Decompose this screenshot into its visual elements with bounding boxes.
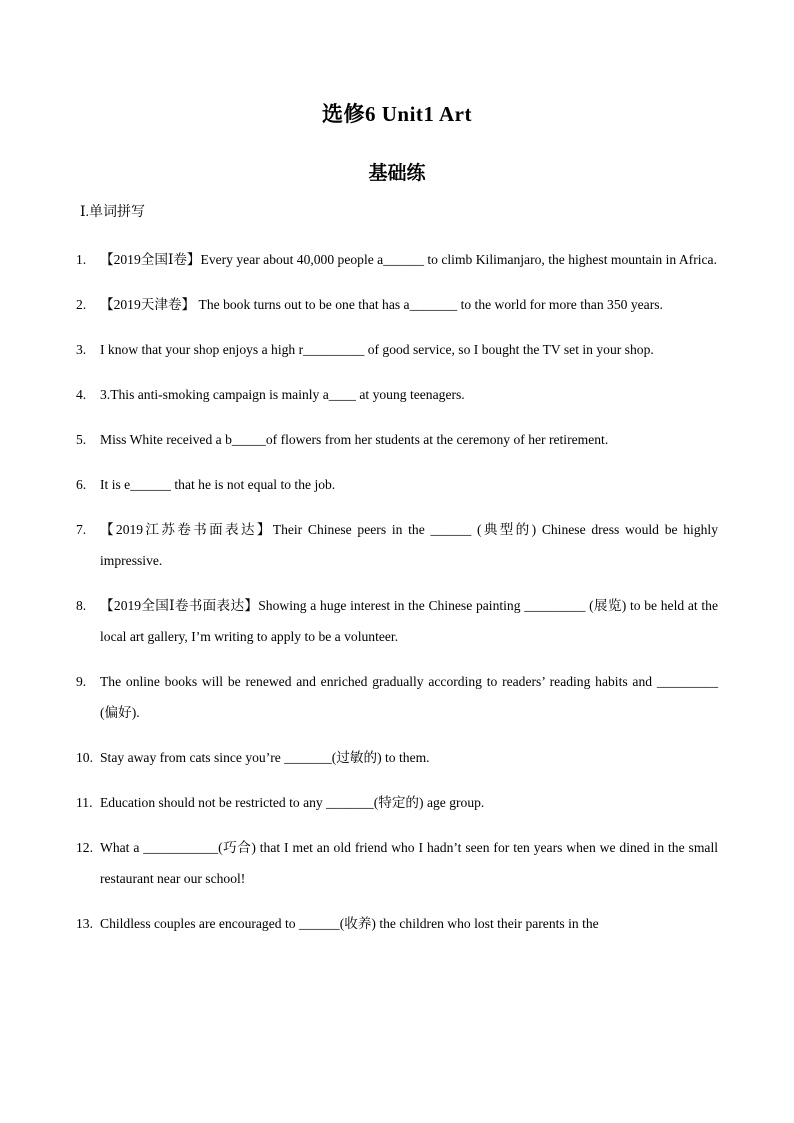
section-heading: Ⅰ.单词拼写 [80,205,146,220]
question-text: 【2019天津卷】 The book turns out to be one that has a_______ to the world for more than 350 years. [100,297,663,312]
question-item [76,514,718,576]
question-list [76,244,718,953]
question-number: 3. [76,342,87,357]
question-text: I know that your shop enjoys a high r_________ of good service, so I bought the TV set in your shop. [100,342,654,357]
question-text: Miss White received a b_____of flowers from her students at the ceremony of her retirement. [100,432,609,447]
question-item [76,244,718,275]
question-number: 9. [76,674,87,689]
question-text: 【2019江苏卷书面表达】Their Chinese peers in the ______ (典型的) Chinese dress would be highly impressive. [100,522,718,568]
question-item [76,666,718,728]
question-item [76,424,718,455]
question-item [76,908,718,939]
question-number: 1. [76,252,87,267]
question-text: 【2019全国Ⅰ卷】Every year about 40,000 people a______ to climb Kilimanjaro, the highest mountain in Africa. [100,252,717,267]
question-number: 6. [76,477,87,492]
question-item [76,289,718,320]
question-number: 13. [76,916,93,931]
question-number: 5. [76,432,87,447]
question-text: Stay away from cats since you’re _______(过敏的) to them. [100,750,430,765]
question-text: Childless couples are encouraged to ______(收养) the children who lost their parents in the [100,916,599,931]
question-item [76,787,718,818]
question-text: 3.This anti-smoking campaign is mainly a____ at young teenagers. [100,387,465,402]
question-item [76,379,718,410]
question-number: 2. [76,297,87,312]
question-item [76,334,718,365]
question-text: 【2019全国Ⅰ卷书面表达】Showing a huge interest in the Chinese painting _________ (展览) to be held at the local art gallery, I’m writing to apply to be a volunteer. [100,598,718,644]
question-number: 7. [76,522,87,537]
question-text: Education should not be restricted to any _______(特定的) age group. [100,795,485,810]
question-number: 4. [76,387,87,402]
question-text: The online books will be renewed and enriched gradually according to readers’ reading habits and _________ (偏好). [100,674,718,720]
page-title: 选修6 Unit1 Art [322,102,472,126]
question-number: 8. [76,598,87,613]
page-subtitle: 基础练 [368,163,426,184]
question-number: 10. [76,750,93,765]
question-item [76,832,718,894]
question-text: What a ___________(巧合) that I met an old friend who I hadn’t seen for ten years when we dined in the small restaurant near our school! [100,840,718,886]
question-item [76,742,718,773]
question-number: 11. [76,795,93,810]
question-item [76,590,718,652]
question-number: 12. [76,840,93,855]
question-text: It is e______ that he is not equal to the job. [100,477,336,492]
question-item [76,469,718,500]
